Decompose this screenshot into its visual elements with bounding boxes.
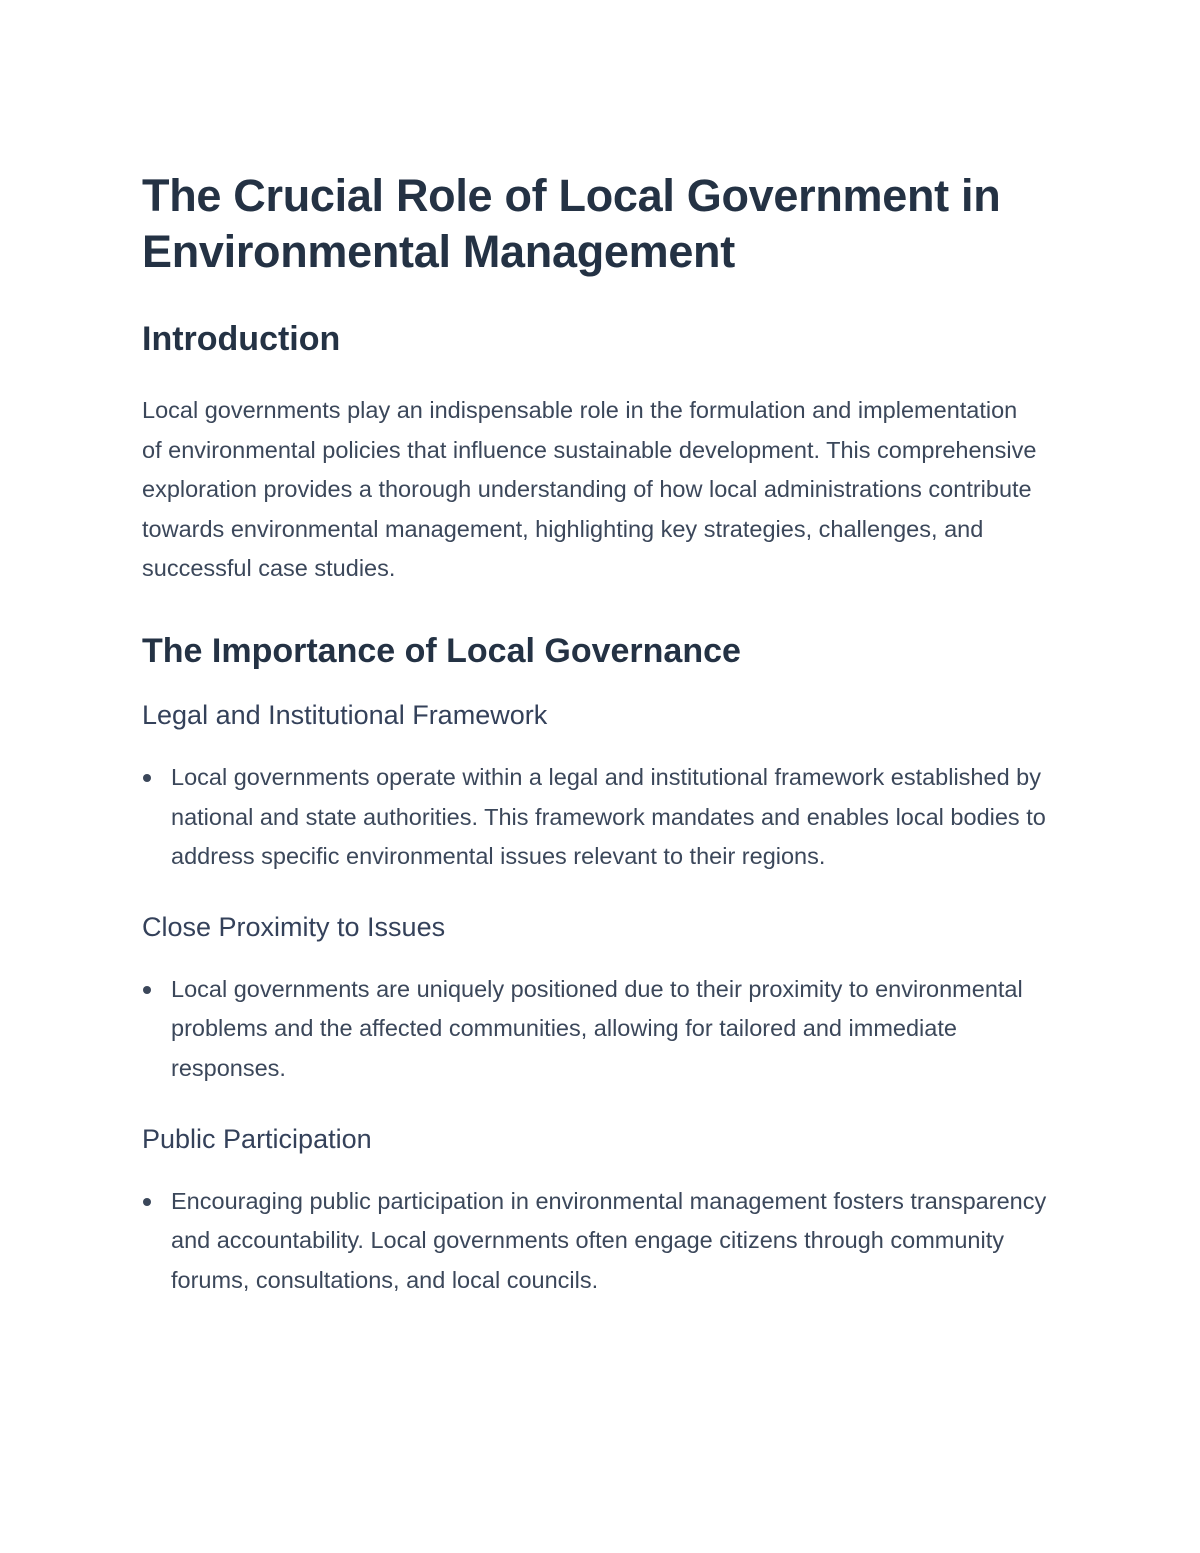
introduction-heading: Introduction [142, 320, 341, 358]
document-page [142, 168, 1062, 1300]
list-item-text: Local governments are uniquely positioned due to their proximity to environmental problems and the affected communities, allowing for tailored and immediate responses. [171, 975, 1023, 1081]
bullet-icon [143, 1198, 151, 1206]
introduction-paragraph: Local governments play an indispensable role in the formulation and implementation of environmental policies that influence sustainable development. This comprehensive exploration provides a thorough understanding of how local administrations contribute towards environmental management, highlighting key strategies, challenges, and successful case studies. [142, 397, 1037, 582]
list-item [142, 970, 1062, 1089]
importance-heading: The Importance of Local Governance [142, 631, 741, 670]
list-item-text: Local governments operate within a legal and institutional framework established by national and state authorities. This framework mandates and enables local bodies to address specific environmental issues relevant to their regions. [171, 763, 1046, 870]
public-participation-heading: Public Participation [142, 1123, 372, 1154]
list-item-text: Encouraging public participation in environmental management fosters transparency and accountability. Local governments often engage citizens through community forums, consultations, and local councils. [171, 1187, 1047, 1293]
legal-framework-heading: Legal and Institutional Framework [142, 699, 548, 730]
public-participation-list [142, 1182, 1062, 1301]
bullet-icon [143, 986, 151, 994]
close-proximity-heading: Close Proximity to Issues [142, 911, 446, 942]
close-proximity-list [142, 970, 1062, 1089]
legal-framework-list [142, 758, 1062, 877]
list-item [142, 1182, 1062, 1301]
document-title: The Crucial Role of Local Government in Environmental Management [142, 170, 1001, 277]
list-item [142, 758, 1062, 877]
bullet-icon [143, 774, 151, 782]
